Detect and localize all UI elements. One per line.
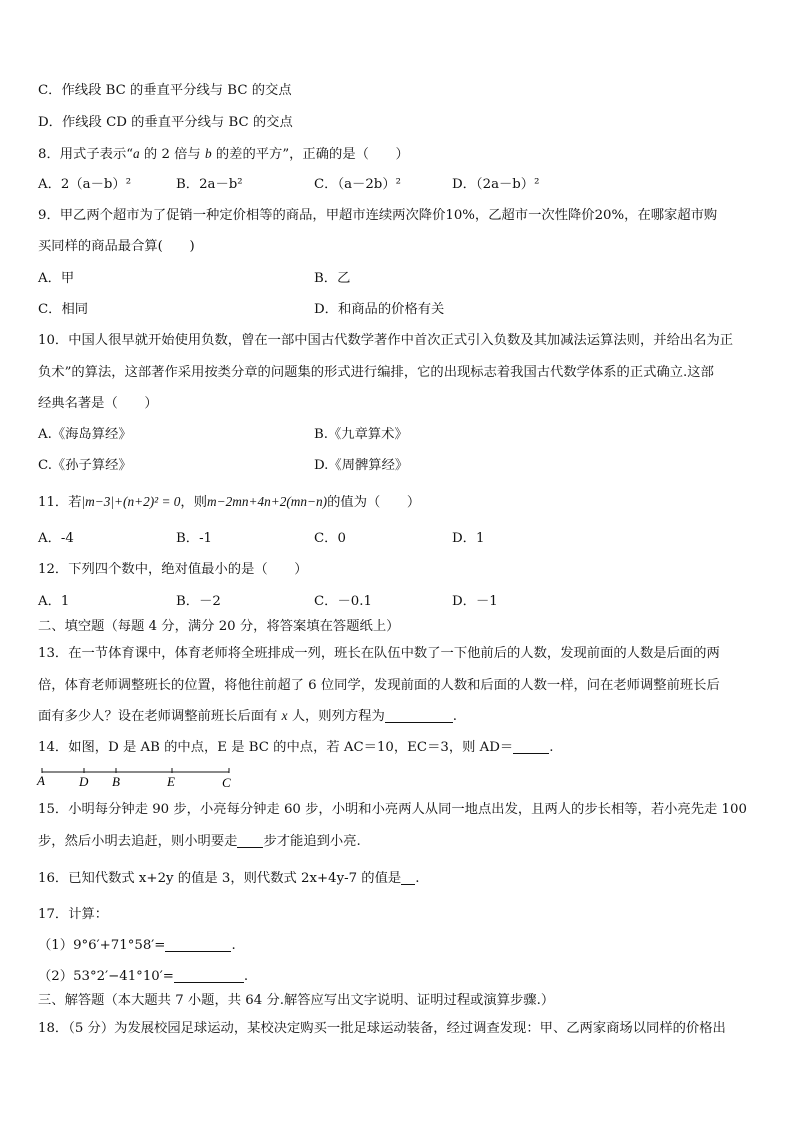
q11-mid: ，则 — [180, 495, 207, 510]
q15-line-2 — [38, 833, 361, 851]
q17-part-2 — [38, 968, 248, 986]
q13-line-3-text: 人，则列方程为 — [287, 709, 385, 724]
section-3-heading: 三、解答题（本大题共 7 小题，共 64 分.解答应写出文字说明、证明过程或演算步骤.） — [38, 993, 555, 1008]
q9-option-a: A．甲 — [38, 271, 75, 286]
q11-condition-expr: |m−3|+(n+2)² = 0 — [81, 494, 181, 509]
q16-answer-blank[interactable] — [401, 870, 415, 885]
q11-option-d: D．1 — [452, 531, 485, 546]
q17-part-1 — [38, 937, 236, 955]
q12-option-b: B．－2 — [176, 594, 221, 609]
q11-suffix: 的值为（ ） — [327, 495, 421, 510]
q18-line-1: 18．（5 分）为发展校园足球运动，某校决定购买一批足球运动装备，经过调查发现：甲、乙两家商场以同样的价格出 — [38, 1021, 726, 1036]
q15-line-1: 15．小明每分钟走 90 步，小亮每分钟走 60 步，小明和小亮两人从同一地点出发，且两人的步长相等，若小亮先走 100 — [38, 802, 747, 817]
q13-line-3-text: 面有多少人？设在老师调整前班长后面有 — [38, 709, 282, 724]
q17-part-2-blank[interactable] — [174, 968, 244, 983]
q12-option-a: A．1 — [38, 594, 70, 609]
q9-option-b: B．乙 — [314, 271, 351, 286]
q13-line-3-end: . — [452, 709, 458, 724]
q11-target-expr: m−2mn+4n+2(mn−n) — [207, 494, 328, 509]
q8-var-b: b — [204, 146, 212, 161]
q15-line-2-text: 步才能追到小亮. — [263, 834, 361, 849]
q9-line-2: 买同样的商品最合算( ) — [38, 239, 195, 254]
q8-stem — [38, 145, 409, 164]
q10-line-2: 负术”的算法，这部著作采用按类分章的问题集的形式进行编排，它的出现标志着我国古代数学体系的正式确立.这部 — [38, 365, 714, 380]
q14-stem — [38, 739, 553, 757]
q10-line-3: 经典名著是（ ） — [38, 396, 158, 411]
q10-line-1: 10．中国人很早就开始使用负数，曾在一部中国古代数学著作中首次正式引入负数及其加减法运算法则，并给出名为正 — [38, 333, 734, 348]
q16-stem-end: . — [415, 871, 420, 886]
q11-option-c: C．0 — [314, 531, 346, 546]
q17-part-1-blank[interactable] — [165, 937, 231, 952]
q17-part-1-expr: 9°6′+71°58′= — [73, 938, 166, 953]
label-b: B — [112, 774, 120, 789]
q15-line-2-text: 步，然后小明去追赶，则小明要走 — [38, 834, 238, 849]
q8-option-a: A．2（a－b）² — [38, 177, 132, 192]
label-d: D — [79, 774, 89, 789]
q8-stem-text: 8．用式子表示“ — [38, 147, 134, 162]
q16-stem-text: 16．已知代数式 x+2y 的值是 3，则代数式 2x+4y-7 的值是 — [38, 871, 402, 886]
label-e: E — [167, 774, 175, 789]
q15-answer-blank[interactable] — [237, 833, 263, 848]
q8-option-b: B．2a－b² — [176, 177, 243, 192]
label-a: A — [37, 773, 45, 788]
q11-prefix: 11．若 — [38, 495, 82, 510]
q8-option-d: D．（2a－b）² — [452, 177, 540, 192]
q9-option-d: D．和商品的价格有关 — [314, 302, 445, 317]
q8-stem-text: 的差的平方”，正确的是（ ） — [211, 147, 409, 162]
q14-answer-blank[interactable] — [513, 739, 549, 754]
q17-part-1-label: （1） — [38, 938, 74, 953]
q7-option-c: C．作线段 BC 的垂直平分线与 BC 的交点 — [38, 83, 292, 98]
q17-stem: 17．计算： — [38, 907, 109, 922]
q10-option-d: D.《周髀算经》 — [314, 458, 409, 473]
q13-line-1: 13．在一节体育课中，体育老师将全班排成一列，班长在队伍中数了一下他前后的人数，发现前面的人数是后面的两 — [38, 646, 720, 661]
q13-line-2: 倍，体育老师调整班长的位置，将他往前超了 6 位同学，发现前面的人数和后面的人数一样，问在老师调整前班长后 — [38, 678, 720, 693]
q12-stem: 12．下列四个数中，绝对值最小的是（ ） — [38, 562, 308, 577]
q13-answer-blank[interactable] — [385, 708, 453, 723]
q9-option-c: C．相同 — [38, 302, 89, 317]
q10-option-c: C.《孙子算经》 — [38, 458, 132, 473]
label-c: C — [222, 775, 231, 790]
q16-stem — [38, 870, 419, 888]
q8-stem-text: 的 2 倍与 — [139, 147, 205, 162]
q17-part-2-label: （2） — [38, 969, 74, 984]
q14-stem-text: 14．如图，D 是 AB 的中点，E 是 BC 的中点，若 AC＝10，EC＝3，则 AD＝ — [38, 740, 514, 755]
q17-part-2-end: . — [243, 969, 249, 984]
q13-line-3 — [38, 707, 457, 726]
q8-var-a: a — [133, 146, 140, 161]
q17-part-2-expr: 53°2′−41°10′= — [73, 969, 174, 984]
q7-option-d: D．作线段 CD 的垂直平分线与 BC 的交点 — [38, 115, 293, 130]
q10-option-b: B.《九章算术》 — [314, 427, 408, 442]
q10-option-a: A.《海岛算经》 — [38, 427, 132, 442]
q17-part-1-end: . — [231, 938, 236, 953]
q14-stem-end: . — [549, 740, 554, 755]
q11-option-a: A．-4 — [38, 531, 74, 546]
q14-segment-figure — [36, 765, 236, 791]
q12-option-d: D．－1 — [452, 594, 498, 609]
q11-option-b: B．-1 — [176, 531, 213, 546]
q8-option-c: C．（a－2b）² — [314, 177, 401, 192]
q11-stem — [38, 493, 420, 512]
q12-option-c: C．－0.1 — [314, 594, 372, 609]
q13-var-x: x — [281, 708, 288, 723]
section-2-heading: 二、填空题（每题 4 分，满分 20 分，将答案填在答题纸上） — [38, 619, 400, 634]
q9-line-1: 9．甲乙两个超市为了促销一种定价相等的商品，甲超市连续两次降价10%，乙超市一次性降价20%，在哪家超市购 — [38, 208, 718, 223]
